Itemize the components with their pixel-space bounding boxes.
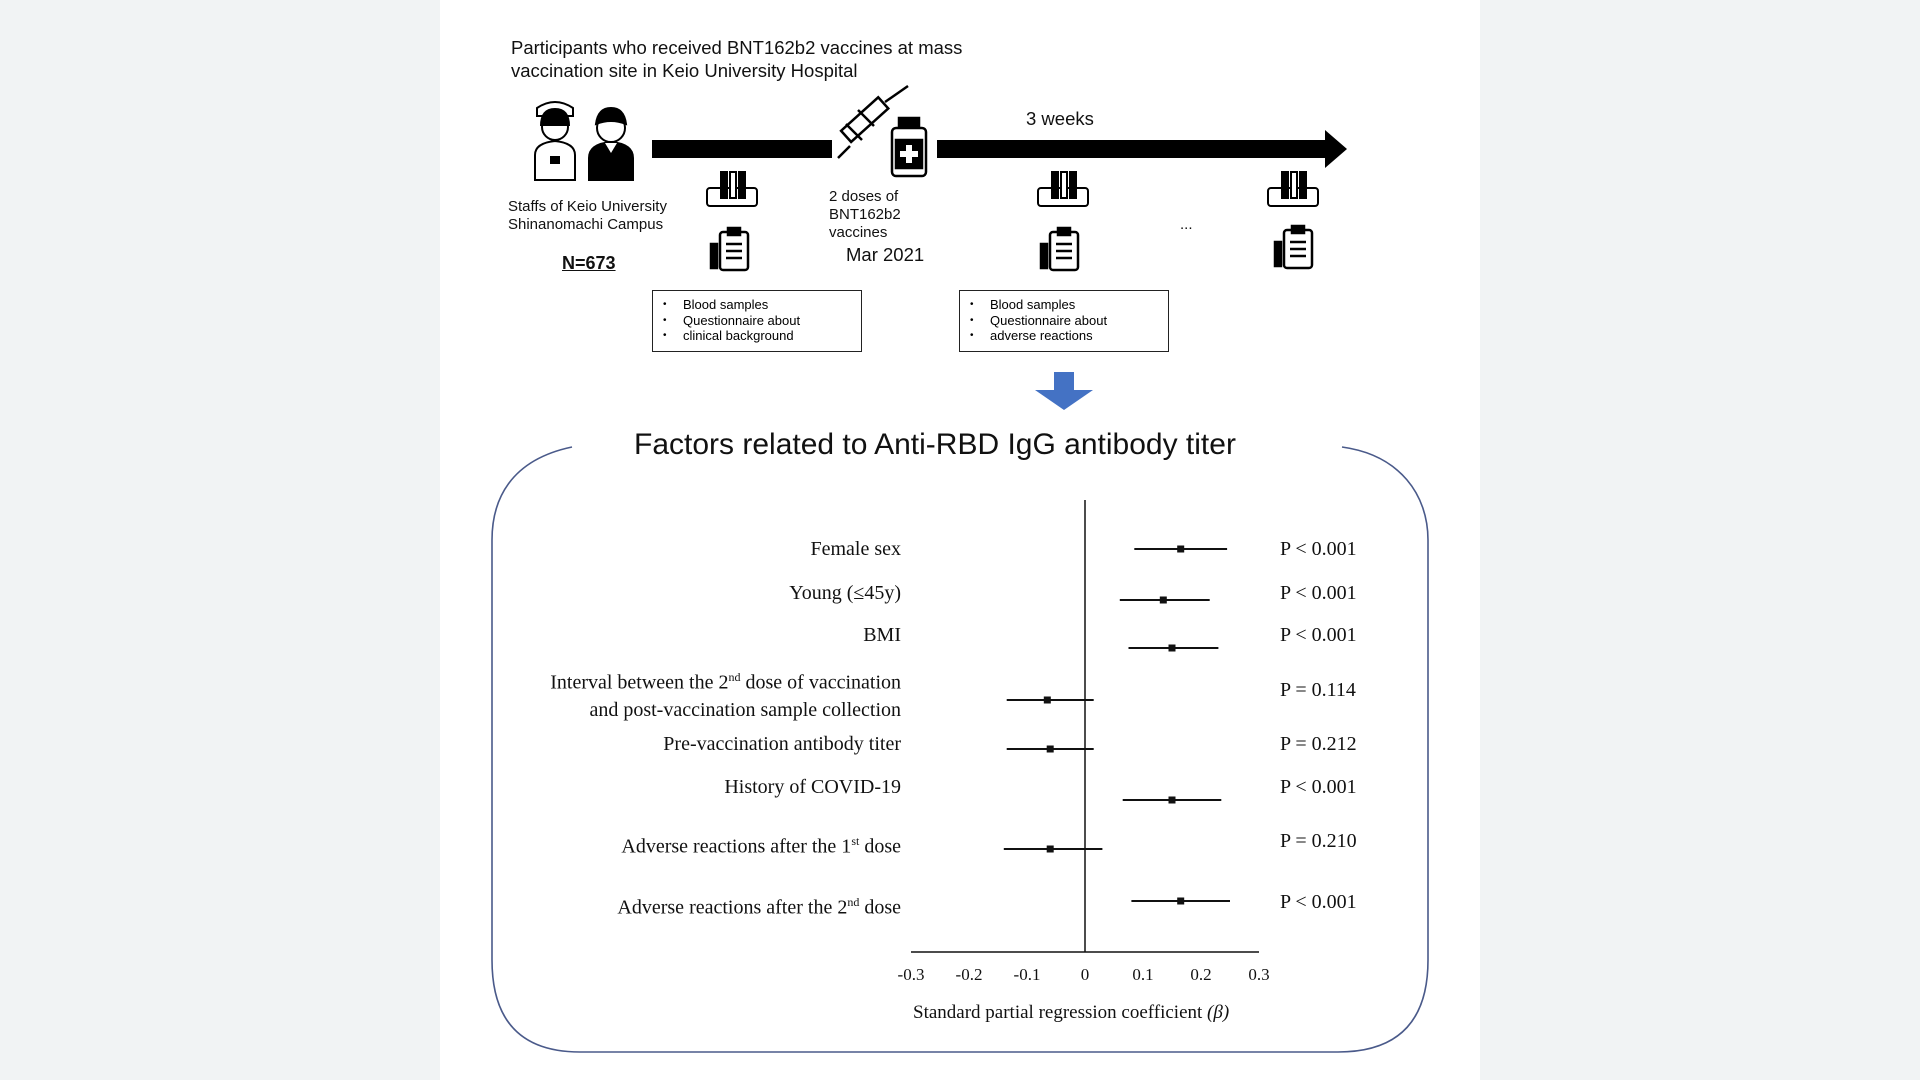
row-label-adverse-1st-a: Adverse reactions after the 1	[621, 835, 852, 858]
p-value-pre-titer: P = 0.212	[1280, 733, 1357, 755]
row-label-interval-b: dose of vaccination	[740, 671, 901, 694]
point-estimate-4	[1047, 746, 1054, 753]
clipboard-icon-2	[1041, 228, 1078, 270]
point-estimate-3	[1044, 697, 1051, 704]
pre-box-item-3-text: clinical background	[683, 328, 794, 343]
p-value-adverse-1st: P = 0.210	[1280, 830, 1357, 852]
point-estimate-0	[1177, 546, 1184, 553]
post-box-item-3-text: adverse reactions	[990, 328, 1093, 343]
staff-label-2: Shinanomachi Campus	[508, 216, 664, 233]
post-box-item-2: • Questionnaire about	[990, 313, 1160, 329]
x-axis-label-symbol: (β)	[1207, 1002, 1230, 1023]
row-label-female-sex: Female sex	[810, 538, 901, 560]
row-label-adverse-2nd	[617, 889, 901, 922]
pre-box-item-2: • Questionnaire about	[683, 313, 853, 329]
row-label-interval-a: Interval between the 2	[550, 671, 729, 694]
test-tube-icon-2	[1038, 172, 1088, 206]
tick-label-neg-0-2: -0.2	[955, 965, 983, 984]
nurse-icon	[535, 102, 575, 180]
row-label-interval-sup: nd	[728, 670, 741, 684]
row-label-young: Young (≤45y)	[789, 582, 901, 604]
row-label-adverse-1st	[621, 828, 901, 861]
header-line-2: vaccination site in Keio University Hospital	[511, 60, 858, 81]
tick-label-0: 0	[1080, 965, 1090, 984]
row-label-interval	[550, 664, 901, 724]
point-estimate-5	[1169, 797, 1176, 804]
post-vaccination-box	[959, 290, 1169, 352]
row-label-covid-history: History of COVID-19	[724, 776, 901, 798]
test-tube-icon-3	[1268, 172, 1318, 206]
p-value-female-sex: P < 0.001	[1280, 538, 1357, 560]
pre-box-item-3	[683, 328, 853, 344]
tick-label-neg-0-3: -0.3	[897, 965, 925, 984]
p-value-bmi: P < 0.001	[1280, 624, 1357, 646]
forest-plot	[911, 500, 1259, 952]
row-label-adverse-2nd-sup: nd	[847, 895, 860, 909]
man-icon	[589, 108, 633, 180]
point-estimate-6	[1047, 846, 1054, 853]
date-label: Mar 2021	[846, 244, 925, 265]
point-estimate-1	[1160, 597, 1167, 604]
pre-vaccination-box	[652, 290, 862, 352]
header-line-1: Participants who received BNT162b2 vaccines at mass	[511, 37, 963, 58]
row-label-adverse-1st-sup: st	[851, 834, 860, 848]
tick-label-neg-0-1: -0.1	[1013, 965, 1041, 984]
staff-label-1: Staffs of Keio University	[508, 198, 667, 215]
post-box-item-3	[990, 328, 1160, 344]
sample-size: N=673	[562, 253, 616, 273]
x-axis-label	[913, 1002, 1229, 1024]
post-box-item-1: • Blood samples	[990, 297, 1160, 313]
row-label-adverse-2nd-a: Adverse reactions after the 2	[617, 896, 848, 919]
clipboard-icon-1	[711, 228, 748, 270]
x-axis-label-text: Standard partial regression coefficient	[913, 1002, 1203, 1023]
test-tube-icon-1	[707, 172, 757, 206]
pre-box-item-1: • Blood samples	[683, 297, 853, 313]
row-label-bmi: BMI	[863, 624, 901, 646]
down-arrow-icon	[1035, 372, 1093, 410]
ellipsis: ...	[1180, 216, 1193, 233]
vial-icon	[892, 118, 926, 176]
tick-label-0-2: 0.2	[1190, 965, 1212, 984]
tick-label-0-1: 0.1	[1132, 965, 1154, 984]
row-label-adverse-1st-b: dose	[859, 835, 901, 858]
dose-label-2: BNT162b2	[829, 206, 901, 223]
clipboard-icon-3	[1275, 226, 1312, 268]
dose-label-1: 2 doses of	[829, 188, 899, 205]
point-estimate-2	[1169, 645, 1176, 652]
chart-title: Factors related to Anti-RBD IgG antibody titer	[634, 428, 1236, 461]
tick-label-0-3: 0.3	[1248, 965, 1270, 984]
duration-label: 3 weeks	[1026, 108, 1094, 129]
p-value-young: P < 0.001	[1280, 582, 1357, 604]
point-estimate-7	[1177, 898, 1184, 905]
row-label-pre-titer: Pre-vaccination antibody titer	[663, 733, 901, 755]
p-value-interval: P = 0.114	[1280, 679, 1356, 701]
p-value-adverse-2nd: P < 0.001	[1280, 891, 1357, 913]
p-value-covid-history: P < 0.001	[1280, 776, 1357, 798]
row-label-adverse-2nd-b: dose	[859, 896, 901, 919]
dose-label-3: vaccines	[829, 224, 888, 241]
timeline-arrow	[652, 130, 1347, 168]
row-label-interval-line2: and post-vaccination sample collection	[589, 698, 901, 721]
